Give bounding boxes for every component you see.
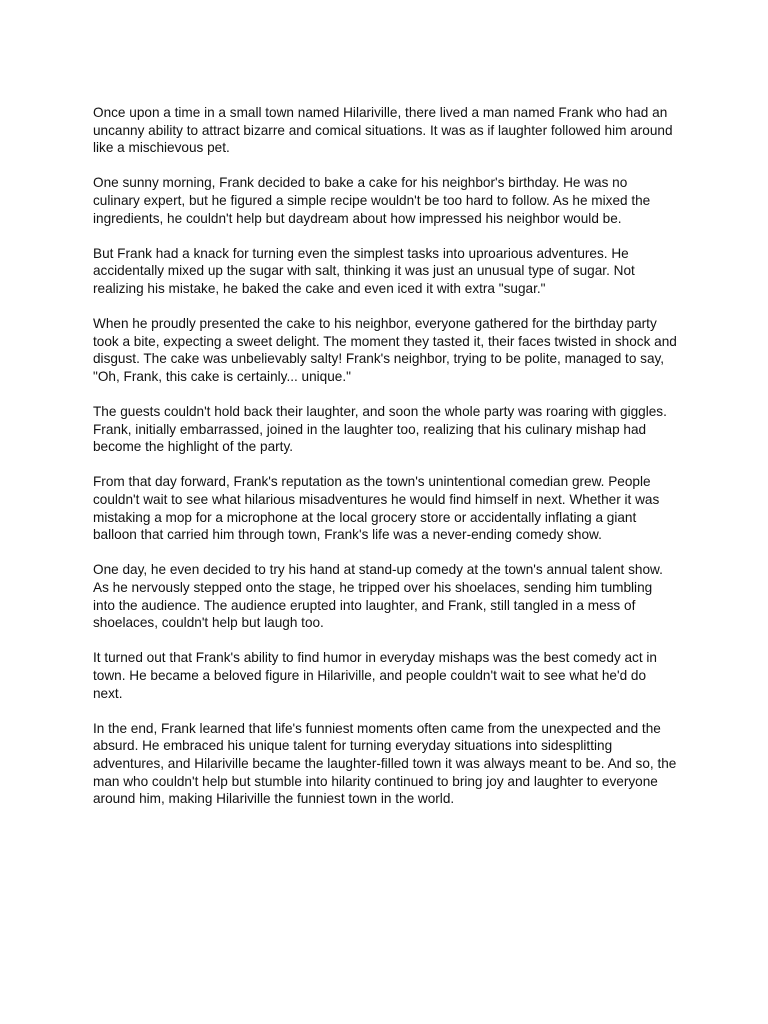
paragraph-2: One sunny morning, Frank decided to bake a cake for his neighbor's birthday. He was no culinary expert, but he figured a simple recipe wouldn't be too hard to follow. As he mixed the ingredients, he couldn't help but daydream about how impressed his neighbor would be.: [93, 175, 651, 226]
paragraph-7: One day, he even decided to try his hand at stand-up comedy at the town's annual talent show. As he nervously stepped onto the stage, he tripped over his shoelaces, sending him tumbling into the audience. The audience erupted into laughter, and Frank, still tangled in a mess of shoelaces, couldn't help but laugh too.: [93, 562, 663, 631]
document-body: [93, 104, 677, 825]
paragraph-3: But Frank had a knack for turning even the simplest tasks into uproarious adventures. He accidentally mixed up the sugar with salt, thinking it was just an unusual type of sugar. Not realizing his mistake, he baked the cake and even iced it with extra "sugar.": [93, 245, 635, 296]
paragraph-5: The guests couldn't hold back their laughter, and soon the whole party was roaring with giggles. Frank, initially embarrassed, joined in the laughter too, realizing that his culinary mishap had become the highlight of the party.: [93, 404, 667, 455]
paragraph-9: In the end, Frank learned that life's funniest moments often came from the unexpected and the absurd. He embraced his unique talent for turning everyday situations into sidesplitting adventures, and Hilariville became the laughter-filled town it was always meant to be. And so, the man who couldn't help but stumble into hilarity continued to bring joy and laughter to everyone around him, making Hilariville the funniest town in the world.: [93, 720, 677, 807]
paragraph-1: Once upon a time in a small town named Hilariville, there lived a man named Frank who had an uncanny ability to attract bizarre and comical situations. It was as if laughter followed him around like a mischievous pet.: [93, 105, 673, 156]
paragraph-4: When he proudly presented the cake to his neighbor, everyone gathered for the birthday party took a bite, expecting a sweet delight. The moment they tasted it, their faces twisted in shock and disgust. The cake was unbelievably salty! Frank's neighbor, trying to be polite, managed to say, "Oh, Frank, this cake is certainly... unique.": [93, 316, 677, 384]
paragraph-6: From that day forward, Frank's reputation as the town's unintentional comedian grew. People couldn't wait to see what hilarious misadventures he would find himself in next. Whether it was mistaking a mop for a microphone at the local grocery store or accidentally inflating a giant balloon that carried him through town, Frank's life was a never-ending comedy show.: [93, 474, 660, 543]
paragraph-8: It turned out that Frank's ability to find humor in everyday mishaps was the best comedy act in town. He became a beloved figure in Hilariville, and people couldn't wait to see what he'd do next.: [93, 650, 657, 701]
